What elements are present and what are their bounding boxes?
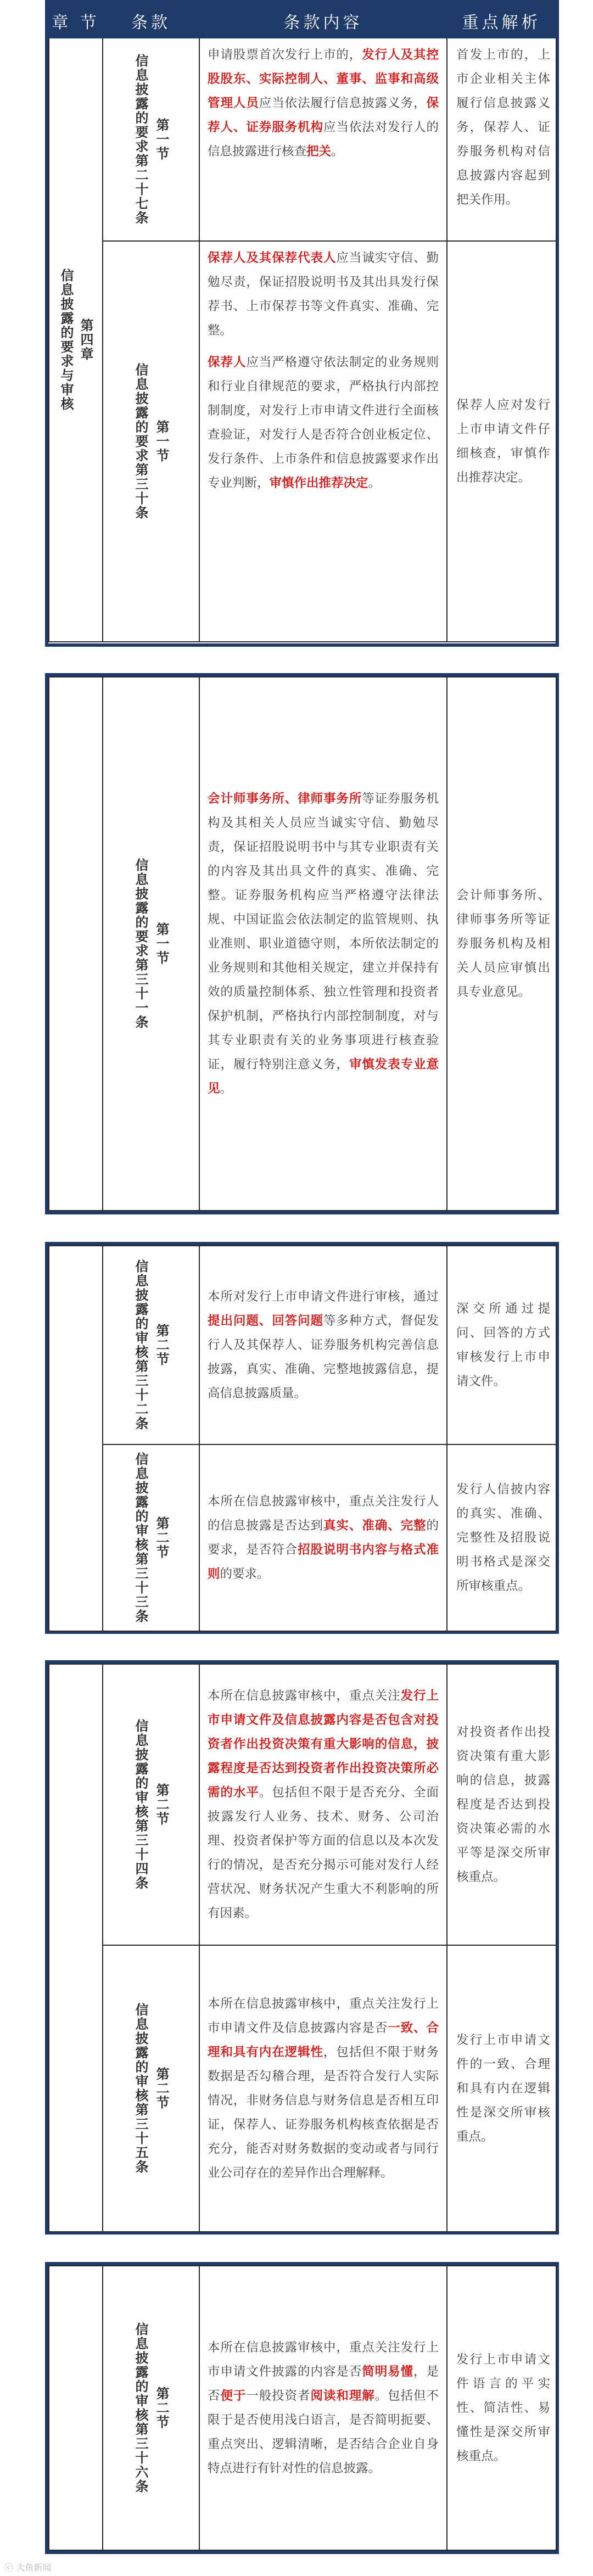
clause-cell (103, 1246, 199, 1444)
clause-content: 申请股票首次发行上市的，发行人及其控股股东、实际控制人、董事、监事和高级管理人员应当依法履行信息披露义务，保荐人、证券服务机构应当依法对发行人的信息披露进行核查把关。 (199, 38, 447, 241)
regulation-table-2 (48, 676, 557, 1211)
clause-content: 会计师事务所、律师事务所等证券服务机构及其相关人员应当诚实守信、勤勉尽责，保证招股说明书中与其专业职责有关的内容及其出具文件的真实、准确、完整。证券服务机构应当严格遵守法律法规、中国证监会依法制定的监管规则、执业准则、职业道德守则，本所依法制定的业务规则和其他相关规定，建立并保持有效的质量控制体系、独立性管理和投资者保护机制，严格执行内部控制制度，对与其专业职责有关的业务事项进行核查验证，履行特别注意义务，审慎发表专业意见。 (199, 677, 447, 1211)
chapter-cell (49, 1664, 103, 2232)
section-label: 第一节 (154, 420, 170, 463)
regulation-table-5 (48, 2265, 557, 2551)
clause-title: 信息披露的审核第三十三条 (133, 1452, 149, 1623)
clause-content: 本所在信息披露审核中，重点关注发行上市申请文件及信息披露内容是否一致、合理和具有内在逻辑性，包括但不限于财务数据是否勾稽合理，是否符合发行人实际情况，非财务信息与财务信息是否相互印证，保荐人、证券服务机构核查依据是否充分，能否对财务数据的变动或者与同行业公司存在的差异作出合理解释。 (199, 1945, 447, 2232)
regulation-table-4 (48, 1664, 557, 2232)
chapter-number: 第四章 (78, 318, 94, 361)
table-panel-3 (45, 1242, 559, 1634)
clause-cell (103, 1444, 199, 1631)
key-analysis: 保荐人应对发行上市申请文件仔细核查，审慎作出推荐决定。 (447, 241, 556, 642)
table-panel-1 (45, 0, 559, 647)
regulation-table-3 (48, 1245, 557, 1632)
table-panel-5 (45, 2262, 559, 2554)
clause-cell (103, 2266, 199, 2550)
clause-content: 保荐人及其保荐代表人应当诚实守信、勤勉尽责，保证招股说明书及其出具发行保荐书、上市保荐书等文件真实、准确、完整。 保荐人应当严格遵守依法制定的业务规则和行业自律规范的要求，严格执行内部控制制度，对发行上市申请文件进行全面核查验证，对发行人是否符合创业板定位、发行条件、上市条件和信息披露要求作出专业判断，审慎作出推荐决定。 (199, 241, 447, 642)
clause-content: 本所对发行上市申请文件进行审核，通过提出问题、回答问题等多种方式，督促发行人及其保荐人、证券服务机构完善信息披露，真实、准确、完整地披露信息，提高信息披露质量。 (199, 1246, 447, 1444)
key-analysis: 发行上市申请文件语言的平实性、简洁性、易懂性是深交所审核重点。 (447, 2266, 556, 2550)
section-label: 第二节 (154, 2067, 170, 2110)
chapter-title: 信息披露的要求与审核 (58, 268, 74, 411)
clause-content: 本所在信息披露审核中，重点关注发行上市申请文件及信息披露内容是否包含对投资者作出投资决策有重大影响的信息，披露程度是否达到投资者作出投资决策所必需的水平。包括但不限于是否充分、全面披露发行人业务、技术、财务、公司治理、投资者保护等方面的信息以及本次发行的情况，是否充分揭示可能对发行人经营状况、财务状况产生重大不利影响的所有因素。 (199, 1664, 447, 1945)
clause-title: 信息披露的审核第三十四条 (133, 1719, 149, 1890)
section-label: 第二节 (154, 1516, 170, 1559)
key-analysis: 深交所通过提问、回答的方式审核发行上市申请文件。 (447, 1246, 556, 1444)
clause-cell (103, 677, 199, 1211)
key-analysis: 首发上市的，上市企业相关主体履行信息披露义务，保荐人、证券服务机构对信息披露内容起到把关作用。 (447, 38, 556, 241)
chapter-cell (49, 1246, 103, 1631)
section-label: 第一节 (154, 922, 170, 965)
clause-content: 本所在信息披露审核中，重点关注发行人的信息披露是否达到真实、准确、完整的要求，是否符合招股说明书内容与格式准则的要求。 (199, 1444, 447, 1631)
key-analysis: 发行上市申请文件的一致、合理和具有内在逻辑性是深交所审核重点。 (447, 1945, 556, 2232)
regulation-table-1 (48, 3, 557, 642)
key-analysis: 发行人信披内容的真实、准确、完整性及招股说明书格式是深交所审核重点。 (447, 1444, 556, 1631)
clause-cell (103, 241, 199, 642)
header-chapter: 章 节 (49, 4, 103, 38)
header-content: 条款内容 (199, 4, 447, 38)
watermark-text: ⓒ 大鱼新闻 (4, 2562, 52, 2573)
clause-title: 信息披露的要求第三十条 (133, 363, 149, 520)
clause-title: 信息披露的审核第三十六条 (133, 2322, 149, 2494)
clause-content: 本所在信息披露审核中，重点关注发行上市申请文件披露的内容是否简明易懂，是否便于一般投资者阅读和理解。包括但不限于是否使用浅白语言，是否简明扼要、重点突出、逻辑清晰，是否结合企业自身特点进行有针对性的信息披露。 (199, 2266, 447, 2550)
clause-title: 信息披露的要求第三十一条 (133, 858, 149, 1029)
clause-title: 信息披露的要求第二十七条 (133, 54, 149, 225)
chapter-cell (49, 677, 103, 1211)
clause-title: 信息披露的审核第三十二条 (133, 1259, 149, 1431)
chapter-cell (49, 38, 103, 642)
header-clause: 条款 (103, 4, 199, 38)
table-panel-2 (45, 673, 559, 1214)
table-panel-4 (45, 1660, 559, 2235)
chapter-cell (49, 2266, 103, 2550)
section-label: 第一节 (154, 118, 170, 161)
clause-title: 信息披露的审核第三十五条 (133, 2003, 149, 2174)
key-analysis: 会计师事务所、律师事务所等证券服务机构及相关人员应审慎出具专业意见。 (447, 677, 556, 1211)
section-label: 第二节 (154, 2387, 170, 2429)
section-label: 第二节 (154, 1324, 170, 1367)
clause-cell (103, 1664, 199, 1945)
clause-cell (103, 38, 199, 241)
header-analysis: 重点解析 (447, 4, 556, 38)
section-label: 第二节 (154, 1783, 170, 1826)
clause-cell (103, 1945, 199, 2232)
key-analysis: 对投资者作出投资决策有重大影响的信息，披露程度是否达到投资决策必需的水平等是深交所审核重点。 (447, 1664, 556, 1945)
